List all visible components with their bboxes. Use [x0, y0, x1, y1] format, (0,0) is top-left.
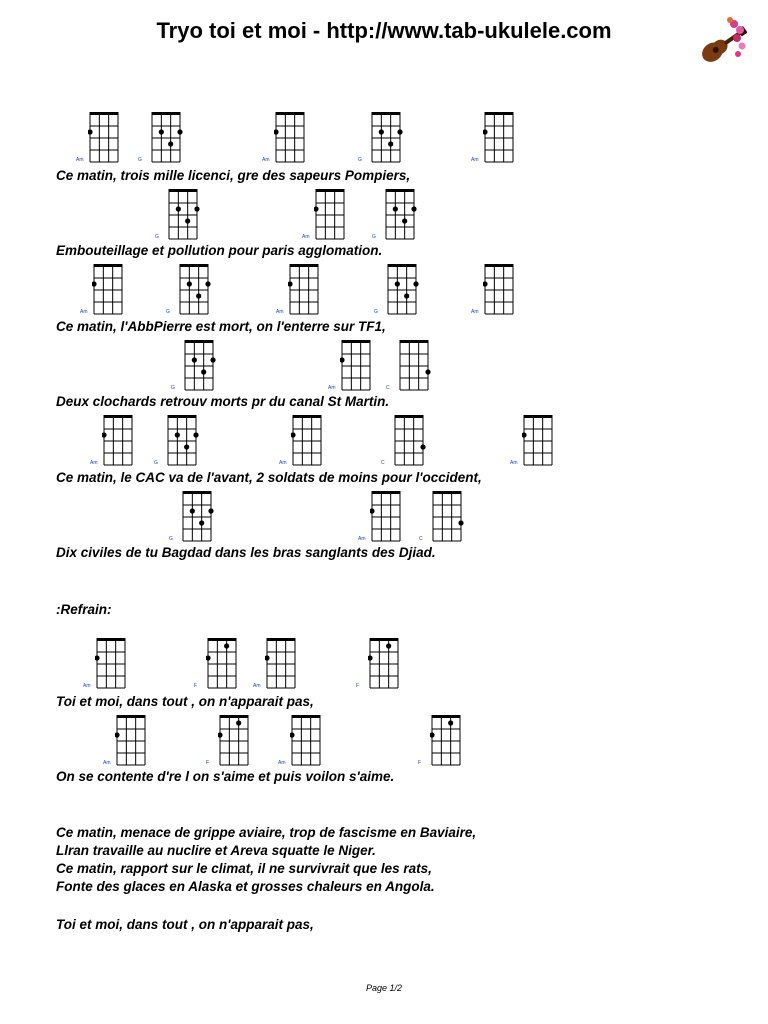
finger-dot [379, 129, 384, 134]
chord-grid [393, 413, 427, 469]
chord-nut [485, 112, 513, 115]
finger-dot [430, 732, 435, 737]
chord-grid [340, 338, 374, 394]
chord-diagram-f [194, 636, 256, 692]
chord-nut [386, 189, 414, 192]
chord-grid [430, 713, 464, 769]
lyric-line: Ce matin, l'AbbPierre est mort, on l'enterre sur TF1, [56, 319, 386, 334]
finger-dot [194, 206, 199, 211]
chord-nut [342, 340, 370, 343]
finger-dot [95, 655, 100, 660]
chord-grid [95, 636, 129, 692]
chord-nut [290, 264, 318, 267]
chord-grid [384, 187, 418, 243]
chord-diagram-am [471, 262, 533, 318]
finger-dot [199, 520, 204, 525]
chord-name-label: C [386, 385, 390, 391]
chord-name-label: Am [471, 309, 479, 315]
chord-grid [265, 636, 299, 692]
finger-dot [224, 643, 229, 648]
finger-dot [370, 508, 375, 513]
chord-diagram-g [374, 262, 436, 318]
chord-nut [388, 264, 416, 267]
chord-name-label: F [418, 760, 422, 766]
chord-diagram-am [90, 413, 152, 469]
page-number: Page 1/2 [365, 983, 403, 993]
chord-name-label: G [372, 234, 376, 240]
finger-dot [205, 281, 210, 286]
chord-name-label: Am [279, 460, 287, 466]
finger-dot [175, 432, 180, 437]
chord-diagram-g [169, 489, 231, 545]
chord-name-label: Am [103, 760, 111, 766]
finger-dot [404, 293, 409, 298]
chord-diagram-f [356, 636, 418, 692]
chord-grid [274, 110, 308, 166]
chord-name-label: F [206, 760, 210, 766]
chord-name-label: Am [76, 157, 84, 163]
chord-grid [183, 338, 217, 394]
chord-grid [167, 187, 201, 243]
chord-grid [166, 413, 200, 469]
finger-dot [483, 129, 488, 134]
chord-nut [117, 715, 145, 718]
chord-grid [291, 413, 325, 469]
chord-nut [94, 264, 122, 267]
chord-nut [370, 638, 398, 641]
chord-grid [206, 636, 240, 692]
chord-grid [181, 489, 215, 545]
chord-nut [168, 415, 196, 418]
chord-nut [276, 112, 304, 115]
finger-dot [187, 281, 192, 286]
finger-dot [159, 129, 164, 134]
finger-dot [393, 206, 398, 211]
finger-dot [206, 655, 211, 660]
chord-diagram-am [276, 262, 338, 318]
chord-name-label: Am [276, 309, 284, 315]
chord-diagram-am [279, 413, 341, 469]
chord-diagram-am [302, 187, 364, 243]
chord-diagram-am [76, 110, 138, 166]
finger-dot [314, 206, 319, 211]
finger-dot [193, 432, 198, 437]
lyric-line: On se contente d're l on s'aime et puis voilon s'aime. [56, 769, 395, 784]
chord-nut [180, 264, 208, 267]
chord-nut [104, 415, 132, 418]
finger-dot [397, 129, 402, 134]
finger-dot [236, 720, 241, 725]
finger-dot [201, 369, 206, 374]
chord-nut [267, 638, 295, 641]
chord-diagram-g [155, 187, 217, 243]
ukulele-icon [690, 16, 750, 68]
chord-diagram-am [471, 110, 533, 166]
finger-dot [340, 357, 345, 362]
chord-name-label: Am [328, 385, 336, 391]
finger-dot [388, 141, 393, 146]
chord-grid [398, 338, 432, 394]
chord-nut [372, 112, 400, 115]
chord-nut [293, 415, 321, 418]
lyric-line: Deux clochards retrouv morts pr du canal St Martin. [56, 394, 390, 409]
finger-dot [210, 357, 215, 362]
chord-name-label: G [169, 536, 173, 542]
chord-diagram-am [328, 338, 390, 394]
chord-name-label: F [194, 683, 198, 689]
finger-dot [185, 218, 190, 223]
chord-nut [185, 340, 213, 343]
chord-grid [314, 187, 348, 243]
finger-dot [192, 357, 197, 362]
refrain-heading: :Refrain: [56, 602, 112, 617]
chord-grid [290, 713, 324, 769]
finger-dot [411, 206, 416, 211]
lyric-line: Dix civiles de tu Bagdad dans les bras sanglants des Djiad. [56, 545, 436, 560]
chord-diagram-am [510, 413, 572, 469]
chord-diagram-am [253, 636, 315, 692]
finger-dot [218, 732, 223, 737]
chord-name-label: G [171, 385, 175, 391]
finger-dot [208, 508, 213, 513]
finger-dot [425, 369, 430, 374]
chord-name-label: C [381, 460, 385, 466]
chord-diagram-g [372, 187, 434, 243]
page-title: Tryo toi et moi - http://www.tab-ukulele.com [156, 18, 612, 43]
chord-name-label: C [419, 536, 423, 542]
finger-dot [190, 508, 195, 513]
finger-dot [102, 432, 107, 437]
chord-grid [178, 262, 212, 318]
lyric-line: Ce matin, le CAC va de l'avant, 2 soldats de moins pour l'occident, [56, 470, 482, 485]
chord-diagram-c [386, 338, 448, 394]
chord-name-label: Am [90, 460, 98, 466]
chord-nut [524, 415, 552, 418]
chord-diagram-am [358, 489, 420, 545]
finger-dot [88, 129, 93, 134]
chord-nut [208, 638, 236, 641]
chord-diagram-g [154, 413, 216, 469]
lyric-line: Ce matin, rapport sur le climat, il ne survivrait que les rats, [56, 861, 432, 876]
finger-dot [483, 281, 488, 286]
chord-name-label: G [166, 309, 170, 315]
chord-name-label: Am [262, 157, 270, 163]
finger-dot [522, 432, 527, 437]
chord-grid [370, 110, 404, 166]
chord-grid [88, 110, 122, 166]
chord-name-label: Am [302, 234, 310, 240]
chord-name-label: Am [278, 760, 286, 766]
chord-nut [292, 715, 320, 718]
chord-diagram-am [262, 110, 324, 166]
chord-grid [370, 489, 404, 545]
chord-name-label: Am [471, 157, 479, 163]
finger-dot [291, 432, 296, 437]
chord-grid [92, 262, 126, 318]
finger-dot [184, 444, 189, 449]
lyric-line: Ce matin, trois mille licenci, gre des sapeurs Pompiers, [56, 168, 411, 183]
chord-diagram-g [358, 110, 420, 166]
chord-diagram-c [381, 413, 443, 469]
finger-dot [420, 444, 425, 449]
chord-name-label: Am [510, 460, 518, 466]
lyric-line: Ce matin, menace de grippe aviaire, trop de fascisme en Baviaire, [56, 825, 477, 840]
finger-dot [402, 218, 407, 223]
chord-diagram-g [138, 110, 200, 166]
finger-dot [168, 141, 173, 146]
finger-dot [115, 732, 120, 737]
chord-grid [483, 262, 517, 318]
chord-nut [400, 340, 428, 343]
chord-grid [522, 413, 556, 469]
chord-name-label: G [138, 157, 142, 163]
finger-dot [395, 281, 400, 286]
chord-nut [372, 491, 400, 494]
chord-name-label: F [356, 683, 360, 689]
chord-name-label: Am [83, 683, 91, 689]
chord-nut [90, 112, 118, 115]
chord-diagram-am [278, 713, 340, 769]
chord-nut [152, 112, 180, 115]
chord-name-label: G [154, 460, 158, 466]
chord-nut [433, 491, 461, 494]
chord-diagram-c [419, 489, 481, 545]
finger-dot [265, 655, 270, 660]
chord-name-label: Am [253, 683, 261, 689]
chord-name-label: G [374, 309, 378, 315]
chord-diagram-am [103, 713, 165, 769]
chord-diagram-f [418, 713, 480, 769]
finger-dot [290, 732, 295, 737]
chord-nut [220, 715, 248, 718]
chord-grid [368, 636, 402, 692]
chord-nut [485, 264, 513, 267]
finger-dot [196, 293, 201, 298]
chord-nut [183, 491, 211, 494]
chord-grid [115, 713, 149, 769]
chord-diagram-f [206, 713, 268, 769]
lyric-line: Llran travaille au nuclire et Areva squatte le Niger. [56, 843, 376, 858]
lyric-line: Toi et moi, dans tout , on n'apparait pas, [56, 917, 314, 932]
finger-dot [368, 655, 373, 660]
chord-grid [386, 262, 420, 318]
chord-diagram-am [83, 636, 145, 692]
finger-dot [386, 643, 391, 648]
lyric-line: Toi et moi, dans tout , on n'apparait pas, [56, 694, 314, 709]
chord-nut [395, 415, 423, 418]
finger-dot [92, 281, 97, 286]
finger-dot [413, 281, 418, 286]
chord-grid [288, 262, 322, 318]
finger-dot [288, 281, 293, 286]
chord-grid [102, 413, 136, 469]
chord-diagram-g [171, 338, 233, 394]
chord-diagram-am [80, 262, 142, 318]
chord-diagram-g [166, 262, 228, 318]
chord-nut [432, 715, 460, 718]
finger-dot [177, 129, 182, 134]
chord-nut [169, 189, 197, 192]
chord-name-label: Am [358, 536, 366, 542]
chord-grid [431, 489, 465, 545]
lyric-line: Embouteillage et pollution pour paris agglomation. [56, 243, 383, 258]
finger-dot [448, 720, 453, 725]
chord-name-label: G [358, 157, 362, 163]
chord-nut [97, 638, 125, 641]
lyric-line: Fonte des glaces en Alaska et grosses chaleurs en Angola. [56, 879, 435, 894]
chord-name-label: Am [80, 309, 88, 315]
finger-dot [176, 206, 181, 211]
chord-nut [316, 189, 344, 192]
chord-grid [150, 110, 184, 166]
finger-dot [458, 520, 463, 525]
chord-grid [218, 713, 252, 769]
chord-name-label: G [155, 234, 159, 240]
chord-grid [483, 110, 517, 166]
finger-dot [274, 129, 279, 134]
